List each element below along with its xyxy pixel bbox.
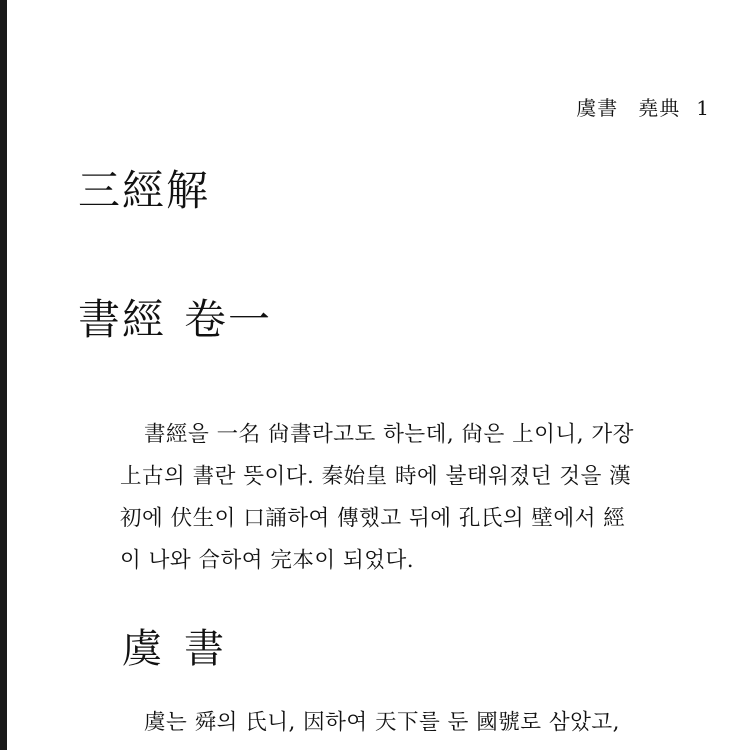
page-edge-shadow	[0, 0, 7, 750]
paragraph-line: 初에 伏生이 口誦하여 傳했고 뒤에 孔氏의 壁에서 經	[120, 506, 626, 531]
page-number: 1	[696, 96, 710, 120]
paragraph-line: 上古의 書란 뜻이다. 秦始皇 時에 불태워졌던 것을 漢	[120, 464, 632, 489]
running-header	[576, 92, 710, 121]
running-header-chapter: 堯典	[638, 96, 681, 120]
paragraph-line: 이 나와 合하여 完本이 되었다.	[120, 548, 415, 573]
section-heading: 虞書	[122, 626, 246, 672]
paragraph-line: 虞는 舜의 氏니, 因하여 天下를 둔 國號로 삼았고,	[144, 710, 620, 735]
book-title: 三經解	[78, 166, 211, 215]
section-paragraph	[120, 702, 695, 744]
volume-title-volume: 卷一	[184, 295, 273, 344]
volume-title	[78, 287, 272, 347]
paragraph-line: 書經을 一名 尙書라고도 하는데, 尙은 上이니, 가장	[144, 422, 634, 447]
intro-paragraph	[120, 414, 695, 582]
volume-title-book: 書經	[78, 295, 167, 344]
running-header-section: 虞書	[576, 96, 619, 120]
